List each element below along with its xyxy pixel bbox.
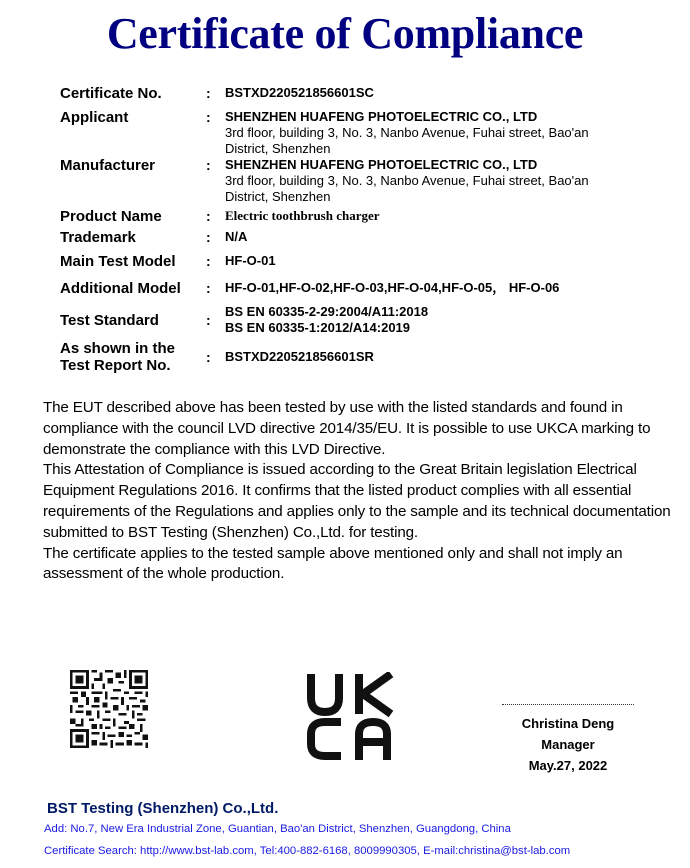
signatory-name: Christina Deng <box>521 716 615 731</box>
field-colon: : <box>206 349 211 365</box>
statement-paragraph: The certificate applies to the tested sample above mentioned only and shall not imply an assessment of the whole production. <box>43 544 623 583</box>
field-colon: : <box>206 208 211 224</box>
certificate-number: BSTXD220521856601SC <box>225 85 374 100</box>
trademark-value: N/A <box>225 229 248 244</box>
field-value <box>225 304 428 336</box>
field-label: Test Standard <box>60 312 159 329</box>
field-colon: : <box>206 85 211 101</box>
field-label: Product Name <box>60 208 162 225</box>
issuer-address: Add: No.7, New Era Industrial Zone, Guantian, Bao'an District, Shenzhen, Guangdong, China <box>44 823 511 835</box>
field-value <box>225 109 589 157</box>
field-value <box>225 253 276 269</box>
field-colon: : <box>206 280 211 296</box>
field-label: Certificate No. <box>60 85 162 102</box>
compliance-statement <box>43 398 673 585</box>
main-model-value: HF-O-01 <box>225 253 276 268</box>
issuer-company: BST Testing (Shenzhen) Co.,Ltd. <box>47 800 279 817</box>
product-name-value: Electric toothbrush charger <box>225 208 380 223</box>
applicant-address-line1: 3rd floor, building 3, No. 3, Nanbo Avenue, Fuhai street, Bao'an <box>225 125 589 140</box>
field-label: Manufacturer <box>60 157 156 174</box>
additional-model-value: HF-O-01,HF-O-02,HF-O-03,HF-O-04,HF-O-05， HF-O-06 <box>225 280 560 295</box>
field-colon: : <box>206 157 211 173</box>
issuer-contact: Certificate Search: http://www.bst-lab.com, Tel:400-882-6168, 8009990305, E-mail:christina@bst-lab.com <box>44 845 571 857</box>
manufacturer-address-line2: District, Shenzhen <box>225 189 331 204</box>
field-colon: : <box>206 229 211 245</box>
field-value <box>225 349 374 365</box>
statement-paragraph: The EUT described above has been tested by use with the listed standards and found in compliance with the council LVD directive 2014/35/EU. It is possible to use UKCA marking to demonstrate the compliance with this LVD Directive. <box>43 399 651 458</box>
label-line1: As shown in the <box>60 340 176 357</box>
statement-paragraph: This Attestation of Compliance is issued according to the Great Britain legislation Electrical Equipment Regulations 2016. It confirms that the listed product complies with all essential requirements of the Regulations and applies only to the sample and its technical documentation submitted to BST Testing (Shenzhen) Co.,Ltd. for testing. <box>43 461 671 541</box>
certificate-title: Certificate of Compliance <box>106 9 584 58</box>
field-value <box>225 85 374 101</box>
field-label: Trademark <box>60 229 136 246</box>
test-standard-line2: BS EN 60335-1:2012/A14:2019 <box>225 320 411 335</box>
field-colon: : <box>206 253 211 269</box>
field-label: Applicant <box>60 109 129 126</box>
ukca-mark-icon <box>303 672 395 760</box>
label-line2: Test Report No. <box>60 357 171 374</box>
field-colon: : <box>206 109 211 125</box>
signature-date: May.27, 2022 <box>528 758 608 773</box>
manufacturer-address-line1: 3rd floor, building 3, No. 3, Nanbo Avenue, Fuhai street, Bao'an <box>225 173 589 188</box>
field-value <box>225 229 247 245</box>
signature-block <box>498 700 638 776</box>
test-standard-line1: BS EN 60335-2-29:2004/A11:2018 <box>225 304 429 319</box>
applicant-address-line2: District, Shenzhen <box>225 141 331 156</box>
field-label: Main Test Model <box>60 253 176 270</box>
field-label <box>60 340 175 374</box>
signatory-role: Manager <box>541 737 595 752</box>
qr-code-icon <box>70 669 148 749</box>
field-value <box>225 157 589 205</box>
test-report-number: BSTXD220521856601SR <box>225 349 374 364</box>
field-colon: : <box>206 312 211 328</box>
manufacturer-name: SHENZHEN HUAFENG PHOTOELECTRIC CO., LTD <box>225 157 538 172</box>
field-label: Additional Model <box>60 280 181 297</box>
applicant-name: SHENZHEN HUAFENG PHOTOELECTRIC CO., LTD <box>225 109 538 124</box>
field-value <box>225 280 559 296</box>
signature-line <box>502 704 634 705</box>
